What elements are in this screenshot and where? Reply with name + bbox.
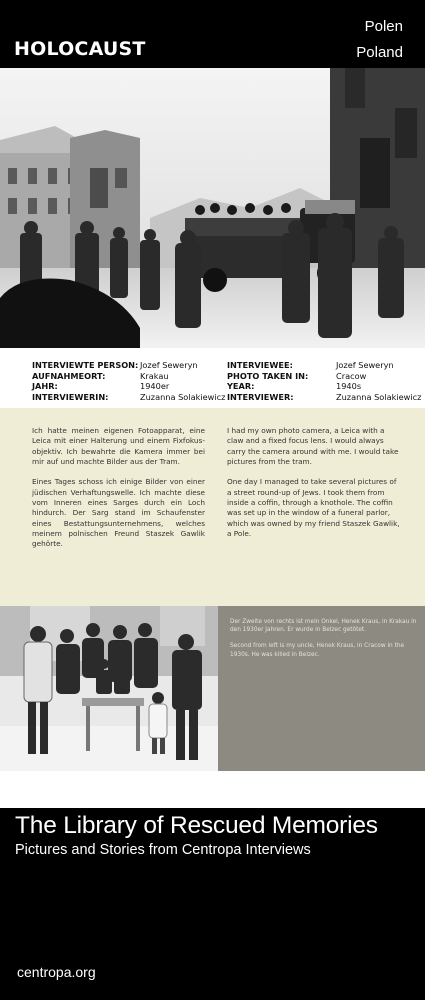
meta-en-values bbox=[336, 360, 421, 402]
meta-en-value: 1940s bbox=[336, 381, 362, 392]
header bbox=[0, 0, 425, 68]
meta-en-value: Cracow bbox=[336, 370, 367, 381]
divider-strip bbox=[0, 771, 425, 808]
meta-en-label: INTERVIEWEE: bbox=[227, 360, 293, 370]
family-photo-illustration bbox=[0, 606, 218, 771]
caption-english: Second from left is my uncle, Henek Kraus, in Cracow in the 1930s. He was killed in Belzec. bbox=[230, 643, 405, 658]
meta-en-label: INTERVIEWER: bbox=[227, 391, 294, 402]
meta-en-label: PHOTO TAKEN IN: bbox=[227, 370, 309, 381]
country-en: Poland bbox=[356, 44, 403, 61]
page-title: HOLOCAUST bbox=[14, 38, 146, 60]
footer bbox=[0, 808, 425, 1000]
story-paragraph: Eines Tages schoss ich einige Bilder von einer jüdischen Verhaftungswelle. Ich machte diese vom Inneren eines Sarges durch ein Loch hindurch. Der Sarg stand im Schaufenster eines Bestattungsunternehmens, welches meinem polnischen Freund Staszek Gawlik gehörte. bbox=[32, 477, 205, 549]
street-photo-illustration bbox=[0, 68, 425, 348]
website-link[interactable]: centropa.org bbox=[17, 964, 96, 980]
meta-de-label: INTERVIEWERIN: bbox=[32, 391, 109, 402]
historical-photo-street bbox=[0, 68, 425, 348]
meta-de-value: Zuzanna Solakiewicz bbox=[140, 391, 226, 402]
meta-de-values bbox=[140, 360, 225, 402]
meta-en-value: Zuzanna Solakiewicz bbox=[336, 391, 422, 402]
meta-de-labels bbox=[32, 360, 138, 402]
caption-german: Der Zweite von rechts ist mein Onkel, Henek Kraus, in Krakau in den 1930er Jahren. Er wurde in Belzec getötet. bbox=[230, 619, 417, 634]
story-english bbox=[227, 426, 401, 550]
historical-photo-family bbox=[0, 606, 218, 771]
story-german bbox=[32, 426, 205, 560]
story-paragraph: One day I managed to take several pictures of a street round-up of Jews. I took them from inside a coffin, through a knothole. The coffin was set up in the window of a funeral parlor, which was owned by my friend Staszek Gawlik, a Pole. bbox=[227, 477, 400, 538]
country-de: Polen bbox=[364, 18, 403, 35]
library-subtitle: Pictures and Stories from Centropa Interviews bbox=[15, 842, 311, 858]
meta-de-label: INTERVIEWTE PERSON: bbox=[32, 360, 139, 370]
meta-de-label: JAHR: bbox=[32, 381, 58, 392]
meta-de-value: 1940er bbox=[140, 381, 170, 392]
story-paragraph: Ich hatte meinen eigenen Fotoapparat, eine Leica mit einer Halterung und einem Fixfokus-objektiv. Ich bewahrte die Kamera immer bei mir auf und machte Bilder aus der Tram. bbox=[32, 426, 205, 466]
country-label bbox=[356, 14, 403, 66]
meta-en-value: Jozef Seweryn bbox=[336, 360, 394, 370]
story-section bbox=[0, 408, 425, 606]
photo-caption bbox=[218, 606, 425, 771]
meta-de-value: Jozef Seweryn bbox=[140, 360, 198, 370]
library-title: The Library of Rescued Memories bbox=[15, 812, 378, 839]
story-paragraph: I had my own photo camera, a Leica with a claw and a fixed focus lens. I would always carry the camera around with me. I would take pictures from the tram. bbox=[227, 426, 399, 466]
meta-de-label: AUFNAHMEORT: bbox=[32, 370, 106, 381]
meta-en-label: YEAR: bbox=[227, 381, 255, 392]
meta-de-value: Krakau bbox=[140, 370, 169, 381]
interview-metadata bbox=[0, 348, 425, 408]
meta-en-labels bbox=[227, 360, 308, 402]
